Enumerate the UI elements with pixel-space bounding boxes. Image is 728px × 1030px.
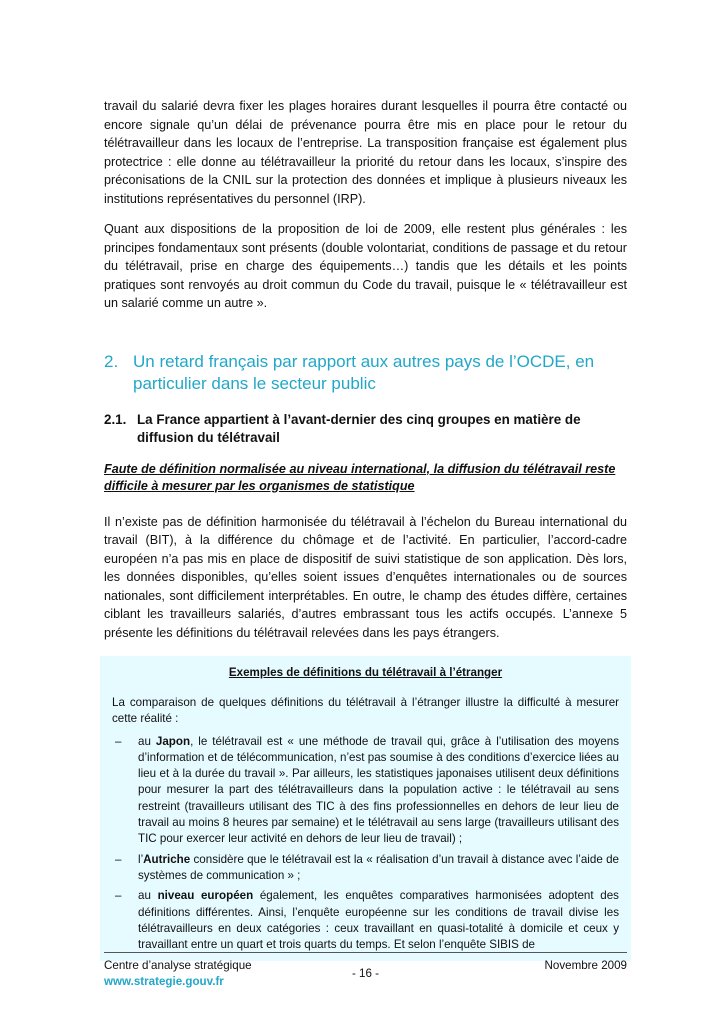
body-paragraph: Il n’existe pas de définition harmonisée du télétravail à l’échelon du Bureau international du travail (BIT), à la différence du chômage et de l’activité. En particulier, l’accord-cadre européen n’a pas mis en place de dispositif de suivi statistique de son application. Dès lors, les données disponibles, qu’elles soient issues d’enquêtes internationales ou de sources nationales, sont difficilement interprétables. En outre, le champ des études diffère, certaines ciblant les travailleurs salariés, d’autres embrassant tous les actifs occupés. L’annexe 5 présente les définitions du télétravail relevées dans les pays étrangers. [104, 514, 627, 640]
box-intro: La comparaison de quelques définitions du télétravail à l’étranger illustre la difficulté à mesurer cette réalité : [112, 696, 619, 726]
item-keyword: niveau européen [157, 889, 254, 903]
body-paragraph: Quant aux dispositions de la proposition de loi de 2009, elle restent plus générales : les principes fondamentaux sont présents (double volontariat, conditions de passage et du retour du télétravail, prise en charge des équipements…) tandis que les détails et les points pratiques sont renvoyés au droit commun du Code du travail, puisque le « télétravailleur est un salarié comme un autre ». [104, 222, 627, 310]
lede-text: Faute de définition normalisée au niveau international, la diffusion du télétravail reste difficile à mesurer par les organismes de statistique [104, 461, 616, 493]
body-paragraph: travail du salarié devra fixer les plages horaires durant lesquelles il pourra être contacté ou encore signale qu’un délai de prévenance pourra être mis en place pour le retour du télétravailleur dans les locaux de l’entreprise. La transposition française est également plus protectrice : elle donne au télétravailleur la priorité du retour dans les locaux, s’inspire des préconisations de la CNIL sur la protection des données et implique à plusieurs niveaux les institutions représentatives du personnel (IRP). [104, 99, 627, 206]
dash-bullet: – [115, 889, 122, 903]
dash-bullet: – [115, 734, 122, 748]
footer-org: Centre d’analyse stratégique [104, 959, 252, 972]
list-item [112, 734, 619, 848]
section-title: Un retard français par rapport aux autres pays de l’OCDE, en particulier dans le secteur public [133, 351, 595, 393]
box-title: Exemples de définitions du télétravail à l’étranger [228, 666, 503, 679]
section-number: 2. [104, 351, 119, 371]
item-prefix: au [138, 889, 158, 903]
item-keyword: Autriche [143, 852, 191, 866]
item-text: considère que le télétravail est la « réalisation d’un travail à distance avec l’aide de systèmes de communication » ; [138, 852, 619, 882]
list-item [112, 852, 619, 885]
item-keyword: Japon [155, 734, 191, 748]
definitions-box [100, 656, 631, 961]
subsection-heading [104, 411, 627, 447]
box-list [112, 734, 619, 954]
footer-website-link[interactable]: www.strategie.gouv.fr [104, 975, 224, 988]
page-content [104, 97, 627, 961]
dash-bullet: – [115, 852, 122, 866]
item-text: , le télétravail est « une méthode de travail qui, grâce à l’utilisation des moyens d’information et de télécommunication, n’est pas soumise à des conditions d’exercice liées au lieu et à la durée du travail ». Par ailleurs, les statistiques japonaises utilisent deux définitions pour mesurer la part des télétravailleurs dans la population active : le télétravail au sens restreint (travailleurs utilisant des TIC à des fins professionnelles en dehors de leur lieu de travail au moins 8 heures par semaine) et le télétravail au sens large (travailleurs utilisant des TIC pour exercer leur activité en dehors de leur lieu de travail) ; [138, 734, 619, 846]
item-prefix: au [138, 734, 156, 748]
item-prefix: l’ [138, 852, 144, 866]
list-item [112, 888, 619, 953]
subsection-number: 2.1. [104, 411, 127, 427]
subsection-title: La France appartient à l’avant-dernier des cinq groupes en matière de diffusion du télétravail [137, 411, 581, 445]
item-text: également, les enquêtes comparatives harmonisées adoptent des définitions différentes. Ainsi, l’enquête européenne sur les conditions de travail divise les télétravailleurs en deux catégories : ceux travaillant en quasi-totalité à domicile et ceux y travaillant entre un quart et trois quarts du temps. Et selon l’enquête SIBIS de [138, 889, 619, 952]
page-number: - 16 - [351, 967, 380, 980]
section-heading [104, 351, 627, 395]
page-footer [104, 952, 627, 990]
footer-date: Novembre 2009 [544, 959, 627, 972]
